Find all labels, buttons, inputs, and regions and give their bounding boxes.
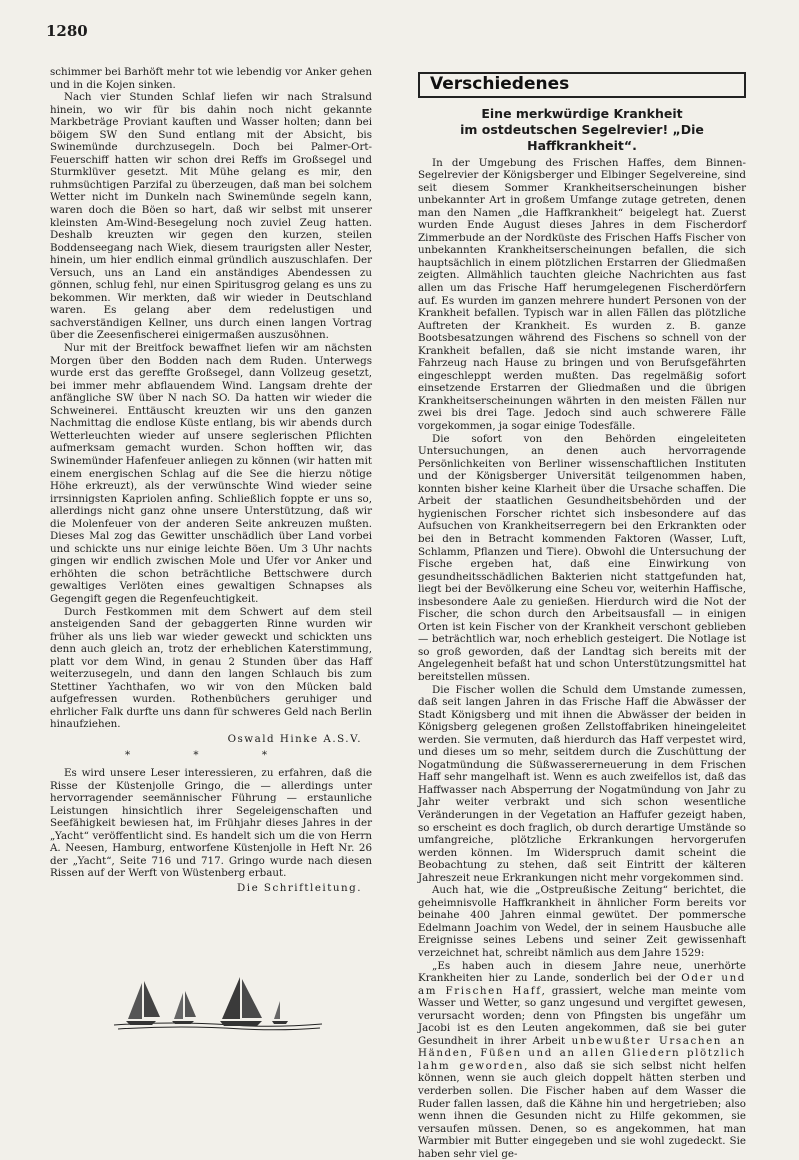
editor-signature: Die Schriftleitung. xyxy=(237,882,362,894)
author-signature: Oswald Hinke A.S.V. xyxy=(227,732,362,745)
editor-notice: Es wird unsere Leser interessieren, zu erfahren, daß die Risse der Küstenjolle Gringo, die — allerdings unter hervorragender seemännischer Führung — erstaunliche Leistungen hinsichtlich ihrer Segeleigenschaften und Seefähigkeit bewiesen hat, im Frühjahr dieses Jahres in der „Yacht“ veröffentlicht sind. Es handelt sich um die von Herrn A. Neesen, Hamburg, entworfene Küstenjolle in Heft Nr. 26 der „Yacht“, Seite 716 und 717. Gringo wurde nach diesen Rissen auf der Werft von Wüstenberg erbaut. xyxy=(50,767,372,880)
section-heading: Verschiedenes xyxy=(430,74,570,94)
quote-part-c: , also daß sie sich selbst nicht helfen können, wenn sie auch gleich doppelt hätten sterben und verderben sollen. Die Fischer haben auf dem Wasser die Ruder fallen lassen, daß die Kähne hin und hergetrieben; also wenn ihnen die Gesunden nicht zu Hilfe gekommen, sie versaufen müssen. Denen, so es angekommen, hat man Warmbier mit Butter eingegeben und sie wohl zugedeckt. Sie haben sehr viel ge- xyxy=(418,1059,746,1160)
left-paragraph-3: Nur mit der Breitfock bewaffnet liefen wir am nächsten Morgen über den Bodden nach dem Ruden. Unterwegs wurde erst das gereffte Großsegel, dann Vollzeug gesetzt, bei immer mehr abflauendem Wind. Langsam drehte der anfängliche SW über N nach SO. Da hatten wir wieder die Schweinerei. Enttäuscht kreuzten wir uns den ganzen Nachmittag die endlose Küste entlang, bis wir abends durch Wetterleuchten wieder auf unsere seglerischen Pflichten aufmerksam gemacht wurden. Schon hofften wir, das Swinemünder Hafenfeuer anliegen zu können (wir hatten mit einem energischen Schlag auf die See die hierzu nötige Höhe erkreuzt), als der verwünschte Wind wieder seine irrsinnigsten Kapriolen anfing. Schließlich foppte er uns so, allerdings nicht ganz ohne unsere Unterstützung, daß wir die Molenfeuer von der anderen Seite ankreuzen mußten. Dieses Mal zog das Gewitter unschädlich über Land vorbei und schickte uns nur einige leichte Böen. Um 3 Uhr nachts gingen wir endlich zwischen Mole und Ufer vor Anker und erhöhten die schon beträchtliche Bettschwere durch gewaltiges Verlöten eines gewaltigen Schnapses als Gegengift gegen die Regenfeuchtigkeit. xyxy=(50,342,372,605)
quote-emphasis-1: Oder und am Frischen Haff xyxy=(418,972,746,997)
historical-quote xyxy=(418,960,746,1160)
left-column xyxy=(50,66,372,895)
section-divider-stars: * * * xyxy=(125,748,297,761)
quote-part-b: , grassiert, welche man meinte vom Wasser und Wetter, so ganz ungesund und vergiftet gewesen, verursacht worden; denn von Pfingsten bis ungefähr um Jacobi ist es den Leuten angekommen, daß sie bei guter Gesundheit in ihrer Arbeit xyxy=(418,984,746,1047)
sailboats-illustration xyxy=(112,975,324,1035)
left-paragraph-2: Nach vier Stunden Schlaf liefen wir nach Stralsund hinein, wo wir für bis dahin noch nicht gekannte Markbeträge Proviant kauften und Wasser holten; dann bei böigem SW den Sund entlang mit der Absicht, bis Swinemünde durchzusegeln. Doch bei Palmer-Ort-Feuerschiff hatten wir schon drei Reffs im Großsegel und Sturmklüver gesetzt. Mit Mühe gelang es mir, den ruhmsüchtigen Parzifal zu überzeugen, daß man bei solchem Wetter nicht im Dunkeln nach Swinemünde segeln kann, waren doch die Böen so hart, daß wir selbst mit unserer kleinsten Am-Wind-Besegelung noch zuviel Zeug hatten. Deshalb kreuzten wir gegen den kurzen, steilen Boddenseegang nach Wiek, diesem traurigsten aller Nester, hinein, um hier endlich einmal gründlich auszuschlafen. Der Versuch, uns an Land ein anständiges Abendessen zu gönnen, schlug fehl, nur einen Spiritusgrog gelang es uns zu bekommen. Wir merkten, daß wir wieder in Deutschland waren. Es gelang aber dem redelustigen und sachverständigen Kellner, uns durch einen langen Vortrag über die Zeesenfischerei einigermaßen auszusöhnen. xyxy=(50,91,372,342)
right-paragraph-1: In der Umgebung des Frischen Haffes, dem Binnen-Segelrevier der Königsberger und Elbinger Segelvereine, sind seit diesem Sommer Krankheitserscheinungen bisher unbekannter Art in großem Umfange zutage getreten, denen man den Namen „die Haffkrankheit“ beigelegt hat. Zuerst wurden Ende August dieses Jahres in dem Fischerdorf Zimmerbude an der Nordküste des Frischen Haffs Fischer von unbekannten Krankheitserscheinungen befallen, die sich hauptsächlich in einem plötzlichen Erstarren der Gliedmaßen zeigten. Allmählich tauchten gleiche Nachrichten aus fast allen um das Frische Haff herumgelegenen Fischerdörfern auf. Es wurden im ganzen mehrere hundert Personen von der Krankheit befallen. Typisch war in allen Fällen das plötzliche Auftreten der Krankheit. Es wurden z. B. ganze Bootsbesatzungen während des Fischens so schnell von der Krankheit befallen, daß sie nicht imstande waren, ihr Fahrzeug nach Hause zu bringen und von Berufsgefährten eingeschleppt werden mußten. Das regelmäßig sofort einsetzende Erstarren der Gliedmaßen und die übrigen Krankheitserscheinungen währten in den meisten Fällen nur zwei bis drei Tage. Jedoch sind auch schwerere Fälle vorgekommen, ja sogar einige Todesfälle. xyxy=(418,156,746,433)
section-box xyxy=(418,72,746,98)
right-paragraph-2: Die sofort von den Behörden eingeleiteten Untersuchungen, an denen auch hervorragende Persönlichkeiten von Berliner wissenschaftlichen Instituten und der Königsberger Universität teilgenommen haben, konnten bisher keine Klarheit über die Ursache schaffen. Die Arbeit der staatlichen Gesundheitsbehörden und der hygienischen Forscher richtet sich insbesondere auf das Aufsuchen von Krankheitserregern bei den Erkrankten oder bei den in Betracht kommenden Faktoren (Wasser, Luft, Schlamm, Pflanzen und Tiere). Obwohl die Untersuchung der Fische ergeben hat, daß eine Einwirkung von gesundheitsschädlichen Bakterien nicht stattgefunden hat, liegt bei der Bevölkerung eine Scheu vor, weiterhin Haffische, insbesondere Aale zu genießen. Hierdurch wird die Not der Fischer, die schon durch den Arbeitsausfall — in einigen Orten ist kein Fischer von der Krankheit verschont geblieben — beträchtlich war, noch erheblich gesteigert. Die Notlage ist so groß geworden, daß der Landtag sich bereits mit der Angelegenheit befaßt hat und schon Unterstützungsmittel hat bereitstellen müssen. xyxy=(418,432,746,683)
right-column xyxy=(418,72,746,1160)
article-title-line-1: Eine merkwürdige Krankheit xyxy=(481,105,683,121)
article-title xyxy=(418,106,746,154)
quote-part-a: „Es haben auch in diesem Jahre neue, unerhörte Krankheiten hier zu Lande, sonderlich bei der xyxy=(418,959,746,985)
page-number: 1280 xyxy=(46,22,88,40)
left-paragraph-4: Durch Festkommen mit dem Schwert auf dem steil ansteigenden Sand der gebaggerten Rinne wurden wir früher als uns lieb war wieder geweckt und schickten uns denn auch gleich an, trotz der erheblichen Katerstimmung, platt vor dem Wind, in genau 2 Stunden über das Haff weiterzusegeln, und dann den langen Schlauch bis zum Stettiner Yachthafen, wo wir von den Mücken bald aufgefressen wurden. Rothenbüchers geruhiger und ehrlicher Falk durfte uns dann für schweres Geld nach Berlin hinaufziehen. xyxy=(50,605,372,731)
quote-emphasis-2: unbewußter Ursachen an Händen, Füßen und an allen Gliedern plötzlich lahm geworden xyxy=(418,1034,746,1072)
article-title-line-2: im ostdeutschen Segelrevier! „Die Haffkrankheit“. xyxy=(460,121,704,153)
right-paragraph-3: Die Fischer wollen die Schuld dem Umstande zumessen, daß seit langen Jahren in das Frische Haff die Abwässer der Stadt Königsberg und mit ihnen die Abwässer der beiden in Königsberg gelegenen großen Zellstoffabriken hineingeleitet werden. Sie vermuten, daß hierdurch das Haff verpestet wird, und dieses um so mehr, seitdem durch die Zuschüttung der Nogatmündung die Süßwassererneuerung in dem Frischen Haff sehr mangelhaft ist. Wenn es auch zweifellos ist, daß das Haffwasser nach Absperrung der Nogatmündung von Jahr zu Jahr weiter verbrakt und sich schon wesentliche Veränderungen in der Vegetation an Haffufer gezeigt haben, so erscheint es doch fraglich, ob durch derartige Umstände so umfangreiche, plötzliche Erkrankungen hervorgerufen werden können. Im Widerspruch damit scheint die Beobachtung zu stehen, daß seit Eintritt der kälteren Jahreszeit neue Erkrankungen nicht mehr vorgekommen sind. xyxy=(418,683,746,884)
left-paragraph-1: schimmer bei Barhöft mehr tot wie lebendig vor Anker gehen und in die Kojen sinken. xyxy=(50,66,372,91)
right-paragraph-4: Auch hat, wie die „Ostpreußische Zeitung“ berichtet, die geheimnisvolle Haffkrankheit in ähnlicher Form bereits vor beinahe 400 Jahren einmal gewütet. Der pommersche Edelmann Joachim von Wedel, der in seinem Hausbuche alle Ereignisse seines Lebens und seiner Zeit gewissenhaft verzeichnet hat, schreibt nämlich aus dem Jahre 1529: xyxy=(418,884,746,959)
